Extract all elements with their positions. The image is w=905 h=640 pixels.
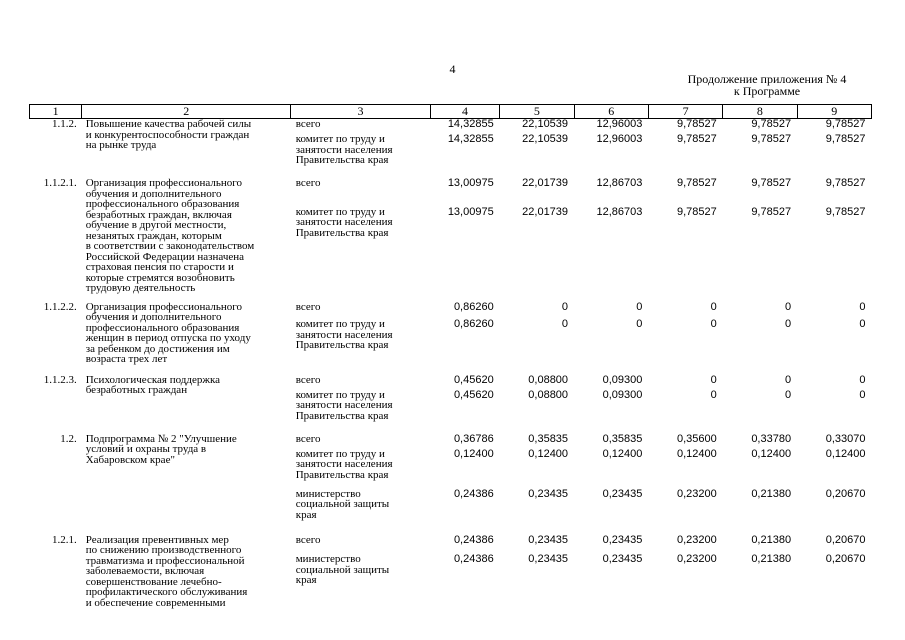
row-value: 0 xyxy=(859,388,866,401)
row-value: 12,96003 xyxy=(596,118,643,130)
row-value: 22,10539 xyxy=(522,118,569,130)
row-value: 0 xyxy=(710,388,717,401)
continuation-line2: к Программе xyxy=(733,84,801,98)
row-value: 9,78527 xyxy=(825,133,866,145)
row-source: всего xyxy=(295,300,321,313)
row-value: 0,08800 xyxy=(528,388,569,401)
row-value: 0,35835 xyxy=(602,432,643,445)
row-source: комитет по труду и занятости населения Правительства края xyxy=(295,447,393,481)
row-value: 0,36786 xyxy=(453,432,494,445)
row-value: 0,24386 xyxy=(453,533,494,546)
row-name: Организация профессионального обучения и дополнительного профессионального образования женщин в период отпуска по уходу за ребенком до достижения им возраста трех лет xyxy=(85,300,251,365)
row-value: 0,21380 xyxy=(751,533,792,546)
row-value: 0 xyxy=(710,373,717,386)
row-value: 0,23435 xyxy=(602,553,643,566)
row-code: 1.2.1. xyxy=(51,533,77,546)
row-value: 0 xyxy=(859,300,866,313)
row-value: 0 xyxy=(710,300,717,313)
row-value: 0 xyxy=(784,388,792,401)
row-value: 0,33780 xyxy=(751,432,792,445)
table-body xyxy=(30,119,872,609)
row-value: 0 xyxy=(784,300,792,313)
row-value: 9,78527 xyxy=(751,177,792,189)
row-value: 0,35600 xyxy=(676,432,717,445)
row-value: 0,23435 xyxy=(528,487,569,500)
row-value: 0,09300 xyxy=(602,388,643,401)
header-col-2: 2 xyxy=(82,105,291,119)
row-value: 0,23435 xyxy=(528,533,569,546)
row-value: 0,45620 xyxy=(453,388,494,401)
row-name: Подпрограмма № 2 "Улучшение условий и охраны труда в Хабаровском крае" xyxy=(85,432,237,466)
row-value: 0,45620 xyxy=(453,373,494,386)
row-code: 1.2. xyxy=(60,432,77,445)
continuation-line1: Продолжение приложения № 4 xyxy=(687,72,847,86)
row-gap xyxy=(30,365,872,375)
row-code: 1.1.2.2. xyxy=(43,300,77,313)
header-col-9: 9 xyxy=(797,105,871,119)
row-value: 0,86260 xyxy=(453,300,494,313)
row-source: комитет по труду и занятости населения Правительства края xyxy=(295,388,393,422)
row-source: комитет по труду и занятости населения Правительства края xyxy=(295,133,393,166)
row-source: министерство социальной защиты края xyxy=(295,553,390,587)
row-value: 0,23435 xyxy=(602,533,643,546)
header-col-1: 1 xyxy=(30,105,82,119)
header-col-8: 8 xyxy=(723,105,797,119)
row-value: 12,86703 xyxy=(596,205,643,218)
row-value: 0,23200 xyxy=(676,533,717,546)
row-value: 0,23435 xyxy=(602,487,643,500)
row-value: 9,78527 xyxy=(676,118,717,130)
row-value: 0,24386 xyxy=(453,553,494,566)
program-table xyxy=(29,104,872,608)
row-value: 0 xyxy=(561,300,569,313)
row-value: 0,23200 xyxy=(676,487,717,500)
row-value: 0,21380 xyxy=(751,553,792,566)
row-value: 13,00975 xyxy=(447,205,494,218)
row-value: 12,96003 xyxy=(596,133,643,145)
row-value: 9,78527 xyxy=(825,118,866,130)
row-value: 0 xyxy=(636,318,643,331)
row-source: всего xyxy=(295,177,321,189)
table-row xyxy=(30,178,872,203)
row-value: 0,20670 xyxy=(825,553,866,566)
row-value: 22,01739 xyxy=(522,177,569,189)
row-value: 9,78527 xyxy=(825,205,866,218)
row-source: всего xyxy=(295,118,321,130)
continuation-note xyxy=(667,73,867,97)
row-value: 0,12400 xyxy=(453,447,494,460)
row-value: 22,10539 xyxy=(522,133,569,145)
row-value: 0 xyxy=(859,373,866,386)
row-source: комитет по труду и занятости населения Правительства края xyxy=(295,318,393,352)
header-col-5: 5 xyxy=(500,105,574,119)
row-value: 14,32855 xyxy=(447,133,494,145)
row-value: 0,12400 xyxy=(602,447,643,460)
row-value: 9,78527 xyxy=(751,118,792,130)
header-col-7: 7 xyxy=(648,105,722,119)
row-value: 0,23435 xyxy=(528,553,569,566)
row-source: комитет по труду и занятости населения Правительства края xyxy=(295,205,393,239)
row-value: 0,08800 xyxy=(528,373,569,386)
row-value: 0,12400 xyxy=(528,447,569,460)
row-gap-cell xyxy=(30,365,872,375)
row-value: 13,00975 xyxy=(447,177,494,189)
row-name: Реализация превентивных мер по снижению производственного травматизма и профессиональной заболеваемости, включая совершенствование лечебно- профилактического обслуживания и обеспечение современными xyxy=(85,533,248,609)
row-value: 0,20670 xyxy=(825,487,866,500)
row-value: 0 xyxy=(636,300,643,313)
header-col-4: 4 xyxy=(430,105,499,119)
row-value: 0,23200 xyxy=(676,553,717,566)
table-row xyxy=(30,434,872,445)
header-col-6: 6 xyxy=(574,105,648,119)
row-name: Организация профессионального обучения и дополнительного профессионального образования безработных граждан, включая обучение в другой местности, незанятых граждан, которым в соответствии с законодательством Российской Федерации назначена страховая пенсия по старости и которые стремятся возобновить трудовую деятельность xyxy=(85,177,255,294)
row-value: 0,35835 xyxy=(528,432,569,445)
row-value: 0,12400 xyxy=(825,447,866,460)
row-value: 0,33070 xyxy=(825,432,866,445)
header-col-3: 3 xyxy=(291,105,431,119)
row-code: 1.1.2.3. xyxy=(43,373,77,386)
row-name: Психологическая поддержка безработных граждан xyxy=(85,373,221,396)
row-value: 12,86703 xyxy=(596,177,643,189)
row-value: 0 xyxy=(784,318,792,331)
table-row xyxy=(30,302,872,316)
row-code: 1.1.2. xyxy=(51,118,77,130)
row-name: Повышение качества рабочей силы и конкурентоспособности граждан на рынке труда xyxy=(85,118,252,151)
table-row xyxy=(30,119,872,131)
row-source: министерство социальной защиты края xyxy=(295,487,390,521)
row-value: 0,09300 xyxy=(602,373,643,386)
row-source: всего xyxy=(295,432,321,445)
row-value: 0 xyxy=(784,373,792,386)
row-source: всего xyxy=(295,533,321,546)
row-value: 9,78527 xyxy=(751,205,792,218)
table-row xyxy=(30,375,872,386)
page-number: 4 xyxy=(449,62,456,76)
row-value: 0 xyxy=(710,318,717,331)
table-row xyxy=(30,535,872,551)
row-value: 0,24386 xyxy=(453,487,494,500)
row-value: 14,32855 xyxy=(447,118,494,130)
row-value: 9,78527 xyxy=(825,177,866,189)
header-row xyxy=(30,105,872,119)
row-value: 22,01739 xyxy=(522,205,569,218)
row-value: 9,78527 xyxy=(676,205,717,218)
row-value: 0,12400 xyxy=(676,447,717,460)
row-value: 0,20670 xyxy=(825,533,866,546)
row-source: всего xyxy=(295,373,321,386)
row-value: 0,12400 xyxy=(751,447,792,460)
row-code: 1.1.2.1. xyxy=(43,177,77,189)
row-value: 0,86260 xyxy=(453,318,494,331)
row-value: 9,78527 xyxy=(676,133,717,145)
row-value: 0 xyxy=(859,318,866,331)
row-value: 9,78527 xyxy=(751,133,792,145)
row-value: 0,21380 xyxy=(751,487,792,500)
row-value: 0 xyxy=(561,318,569,331)
row-value: 9,78527 xyxy=(676,177,717,189)
